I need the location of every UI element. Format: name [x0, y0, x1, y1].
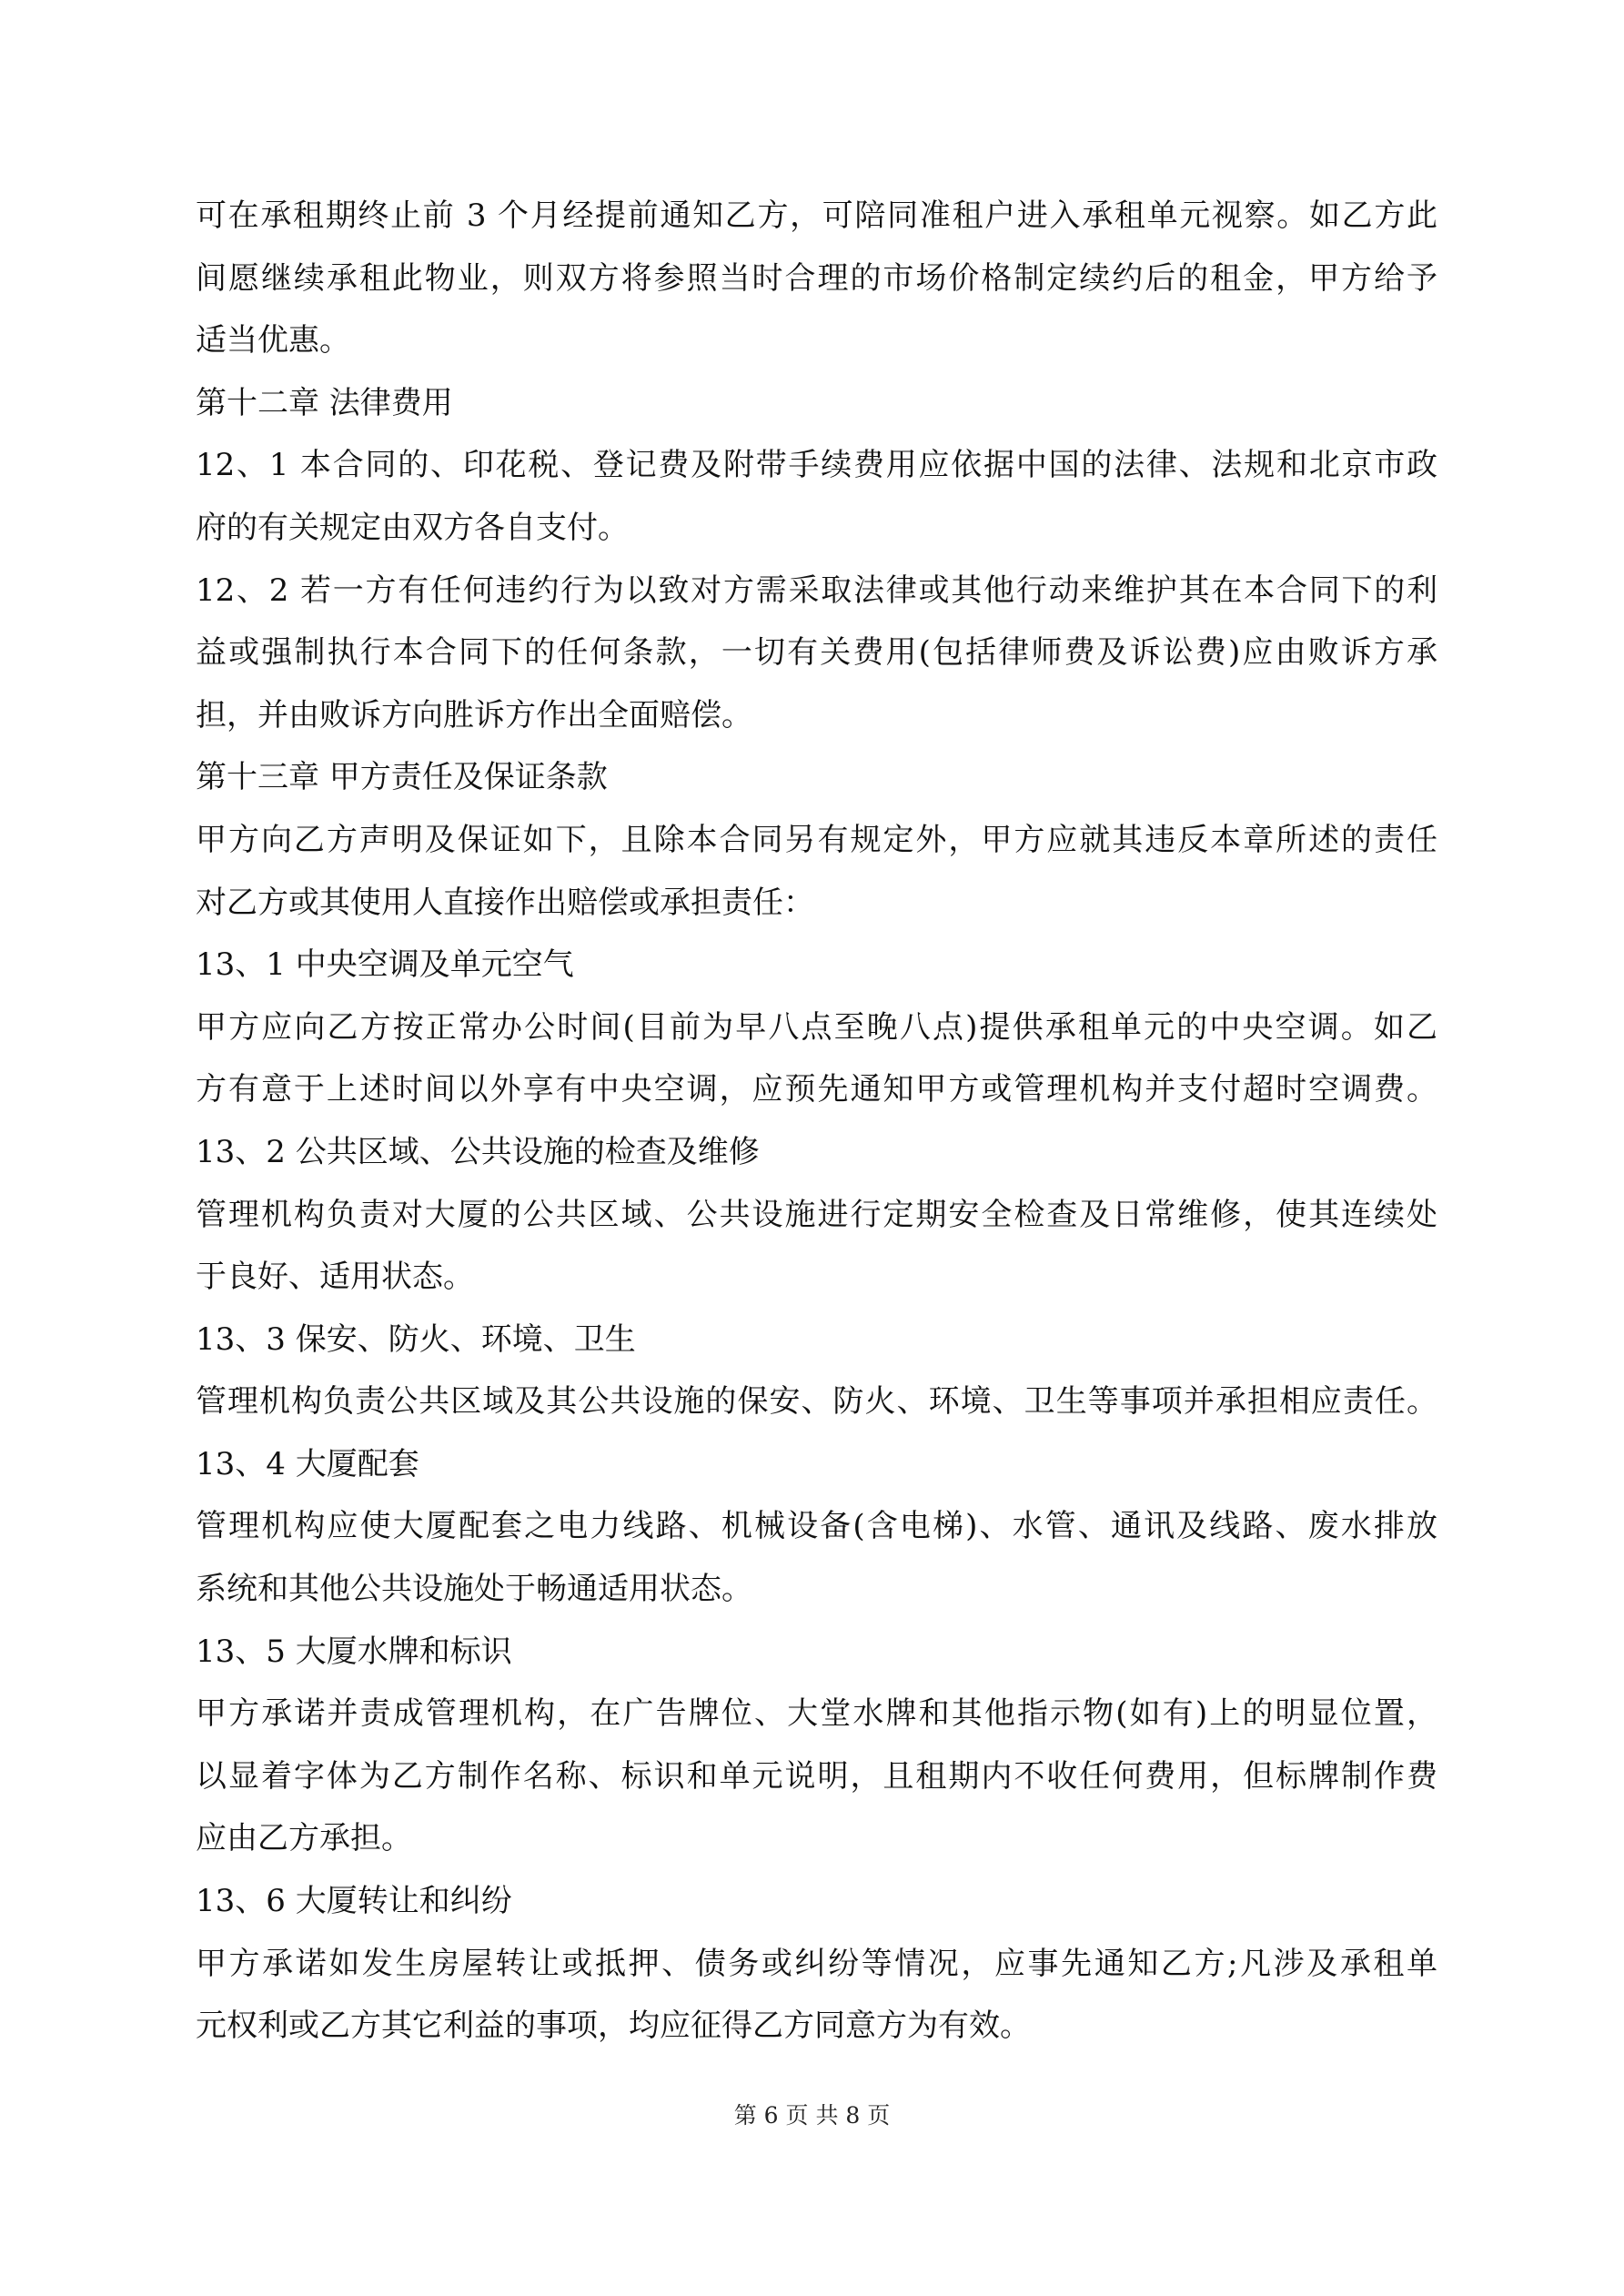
text-line: 13、3 保安、防火、环境、卫生	[196, 1320, 636, 1358]
text-line: 13、4 大厦配套	[196, 1445, 419, 1482]
text-line: 13、2 公共区域、公共设施的检查及维修	[196, 1133, 760, 1170]
text-line: 适当优惠。	[196, 322, 350, 359]
text-line: 可在承租期终止前 3 个月经提前通知乙方，可陪同准租户进入承租单元视察。如乙方此	[196, 197, 1437, 234]
text-line: 13、5 大厦水牌和标识	[196, 1633, 512, 1670]
text-line: 第十二章 法律费用	[196, 384, 453, 421]
text-line: 甲方承诺并责成管理机构，在广告牌位、大堂水牌和其他指示物(如有)上的明显位置，	[196, 1695, 1437, 1733]
text-line: 担，并由败诉方向胜诉方作出全面赔偿。	[196, 696, 752, 733]
text-line: 益或强制执行本合同下的任何条款，一切有关费用(包括律师费及诉讼费)应由败诉方承	[196, 634, 1437, 672]
text-line: 甲方应向乙方按正常办公时间(目前为早八点至晚八点)提供承租单元的中央空调。如乙	[196, 1008, 1437, 1046]
text-line: 间愿继续承租此物业，则双方将参照当时合理的市场价格制定续约后的租金，甲方给予	[196, 259, 1437, 297]
text-line: 方有意于上述时间以外享有中央空调，应预先通知甲方或管理机构并支付超时空调费。	[196, 1071, 1437, 1108]
text-line: 管理机构应使大厦配套之电力线路、机械设备(含电梯)、水管、通讯及线路、废水排放	[196, 1508, 1437, 1545]
text-line: 13、6 大厦转让和纠纷	[196, 1883, 512, 1920]
contract-body-text	[196, 185, 1437, 2058]
page-number-footer: 第 6 页 共 8 页	[733, 2102, 891, 2129]
text-line: 管理机构负责公共区域及其公共设施的保安、防火、环境、卫生等事项并承担相应责任。	[196, 1383, 1437, 1421]
text-line: 于良好、适用状态。	[196, 1259, 474, 1296]
text-line: 府的有关规定由双方各自支付。	[196, 509, 629, 546]
text-line: 第十三章 甲方责任及保证条款	[196, 759, 608, 796]
text-line: 对乙方或其使用人直接作出赔偿或承担责任：	[196, 884, 814, 921]
text-line: 甲方向乙方声明及保证如下，且除本合同另有规定外，甲方应就其违反本章所述的责任	[196, 821, 1437, 858]
text-line: 应由乙方承担。	[196, 1820, 412, 1857]
text-line: 元权利或乙方其它利益的事项，均应征得乙方同意方为有效。	[196, 2008, 1031, 2045]
text-line: 12、2 若一方有任何违约行为以致对方需采取法律或其他行动来维护其在本合同下的利	[196, 571, 1437, 609]
text-line: 甲方承诺如发生房屋转让或抵押、债务或纠纷等情况，应事先通知乙方;凡涉及承租单	[196, 1945, 1437, 1982]
text-line: 系统和其他公共设施处于畅通适用状态。	[196, 1571, 752, 1608]
text-line: 管理机构负责对大厦的公共区域、公共设施进行定期安全检查及日常维修，使其连续处	[196, 1196, 1437, 1233]
text-line: 12、1 本合同的、印花税、登记费及附带手续费用应依据中国的法律、法规和北京市政	[196, 447, 1437, 484]
text-line: 以显着字体为乙方制作名称、标识和单元说明，且租期内不收任何费用，但标牌制作费	[196, 1757, 1437, 1795]
text-line: 13、1 中央空调及单元空气	[196, 946, 574, 984]
